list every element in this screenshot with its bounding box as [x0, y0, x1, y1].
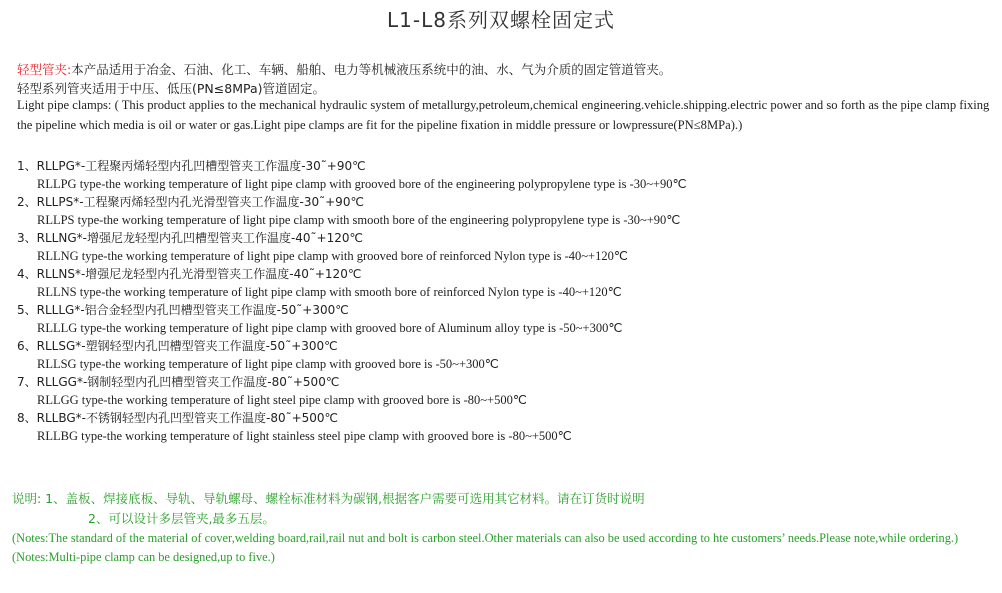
list-item-en: RLLSG type-the working temperature of light pipe clamp with grooved bore is -50~+300℃ — [37, 357, 499, 371]
product-list — [17, 157, 992, 445]
list-item-cn: 5、RLLLG*-铝合金轻型内孔凹槽型管夹工作温度-50˜+300℃ — [17, 303, 349, 317]
intro-english: Light pipe clamps: ( This product applies to the mechanical hydraulic system of metallurgy,petroleum,chemical engineering.vehicle.shipping.electric power and so forth as the pipe clamp fixing the pipeline which media is oil or water or gas.Light pipe clamps are fit for the pipeline fixation in middle pressure or lowpressure(PN≤8MPa).) — [17, 98, 990, 132]
list-item-cn: 3、RLLNG*-增强尼龙轻型内孔凹槽型管夹工作温度-40˜+120℃ — [17, 231, 363, 245]
list-item-cn: 6、RLLSG*-塑钢轻型内孔凹槽型管夹工作温度-50˜+300℃ — [17, 339, 338, 353]
list-item-cn: 8、RLLBG*-不锈钢轻型内孔凹型管夹工作温度-80˜+500℃ — [17, 411, 339, 425]
list-item-en: RLLPS type-the working temperature of light pipe clamp with smooth bore of the engineering polypropylene type is -30~+90℃ — [37, 213, 681, 227]
list-item-en: RLLLG type-the working temperature of light pipe clamp with grooved bore of Aluminum alloy type is -50~+300℃ — [37, 321, 623, 335]
note-cn-2: 2、可以设计多层管夹,最多五层。 — [88, 511, 275, 526]
intro-text-1: 本产品适用于冶金、石油、化工、车辆、船舶、电力等机械液压系统中的油、水、气为介质的固定管道管夹。 — [71, 62, 672, 77]
list-item-en: RLLGG type-the working temperature of light steel pipe clamp with grooved bore is -80~+500℃ — [37, 393, 527, 407]
note-en-2: (Notes:Multi-pipe clamp can be designed,up to five.) — [12, 550, 275, 564]
list-item-en: RLLNS type-the working temperature of light pipe clamp with smooth bore of reinforced Nylon type is -40~+120℃ — [37, 285, 622, 299]
intro-line-1 — [17, 60, 992, 79]
list-item-en: RLLPG type-the working temperature of light pipe clamp with grooved bore of the engineering polypropylene type is -30~+90℃ — [37, 177, 687, 191]
intro-text-2: 轻型系列管夹适用于中压、低压(PN≤8MPa)管道固定。 — [17, 81, 325, 96]
list-item-cn: 2、RLLPS*-工程聚丙烯轻型内孔光滑型管夹工作温度-30˜+90℃ — [17, 195, 364, 209]
intro-section — [17, 60, 992, 98]
note-en-1: (Notes:The standard of the material of cover,welding board,rail,rail nut and bolt is carbon steel.Other materials can also be used according to hte customers’ needs.Please note,while ordering.) — [12, 531, 959, 545]
list-item-cn: 7、RLLGG*-钢制轻型内孔凹槽型管夹工作温度-80˜+500℃ — [17, 375, 340, 389]
list-item-cn: 4、RLLNS*-增强尼龙轻型内孔光滑型管夹工作温度-40˜+120℃ — [17, 267, 362, 281]
note-cn-1: 说明: 1、盖板、焊接底板、导轨、导轨螺母、螺栓标准材料为碳钢,根据客户需要可选用其它材料。请在订货时说明 — [12, 491, 645, 506]
notes-section — [12, 489, 992, 567]
page-title: L1-L8系列双螺栓固定式 — [387, 8, 615, 32]
list-item-en: RLLBG type-the working temperature of light stainless steel pipe clamp with grooved bore is -80~+500℃ — [37, 429, 572, 443]
list-item-en: RLLNG type-the working temperature of light pipe clamp with grooved bore of reinforced Nylon type is -40~+120℃ — [37, 249, 628, 263]
list-item-cn: 1、RLLPG*-工程聚丙烯轻型内孔凹槽型管夹工作温度-30˜+90℃ — [17, 159, 366, 173]
intro-label: 轻型管夹: — [17, 62, 72, 77]
